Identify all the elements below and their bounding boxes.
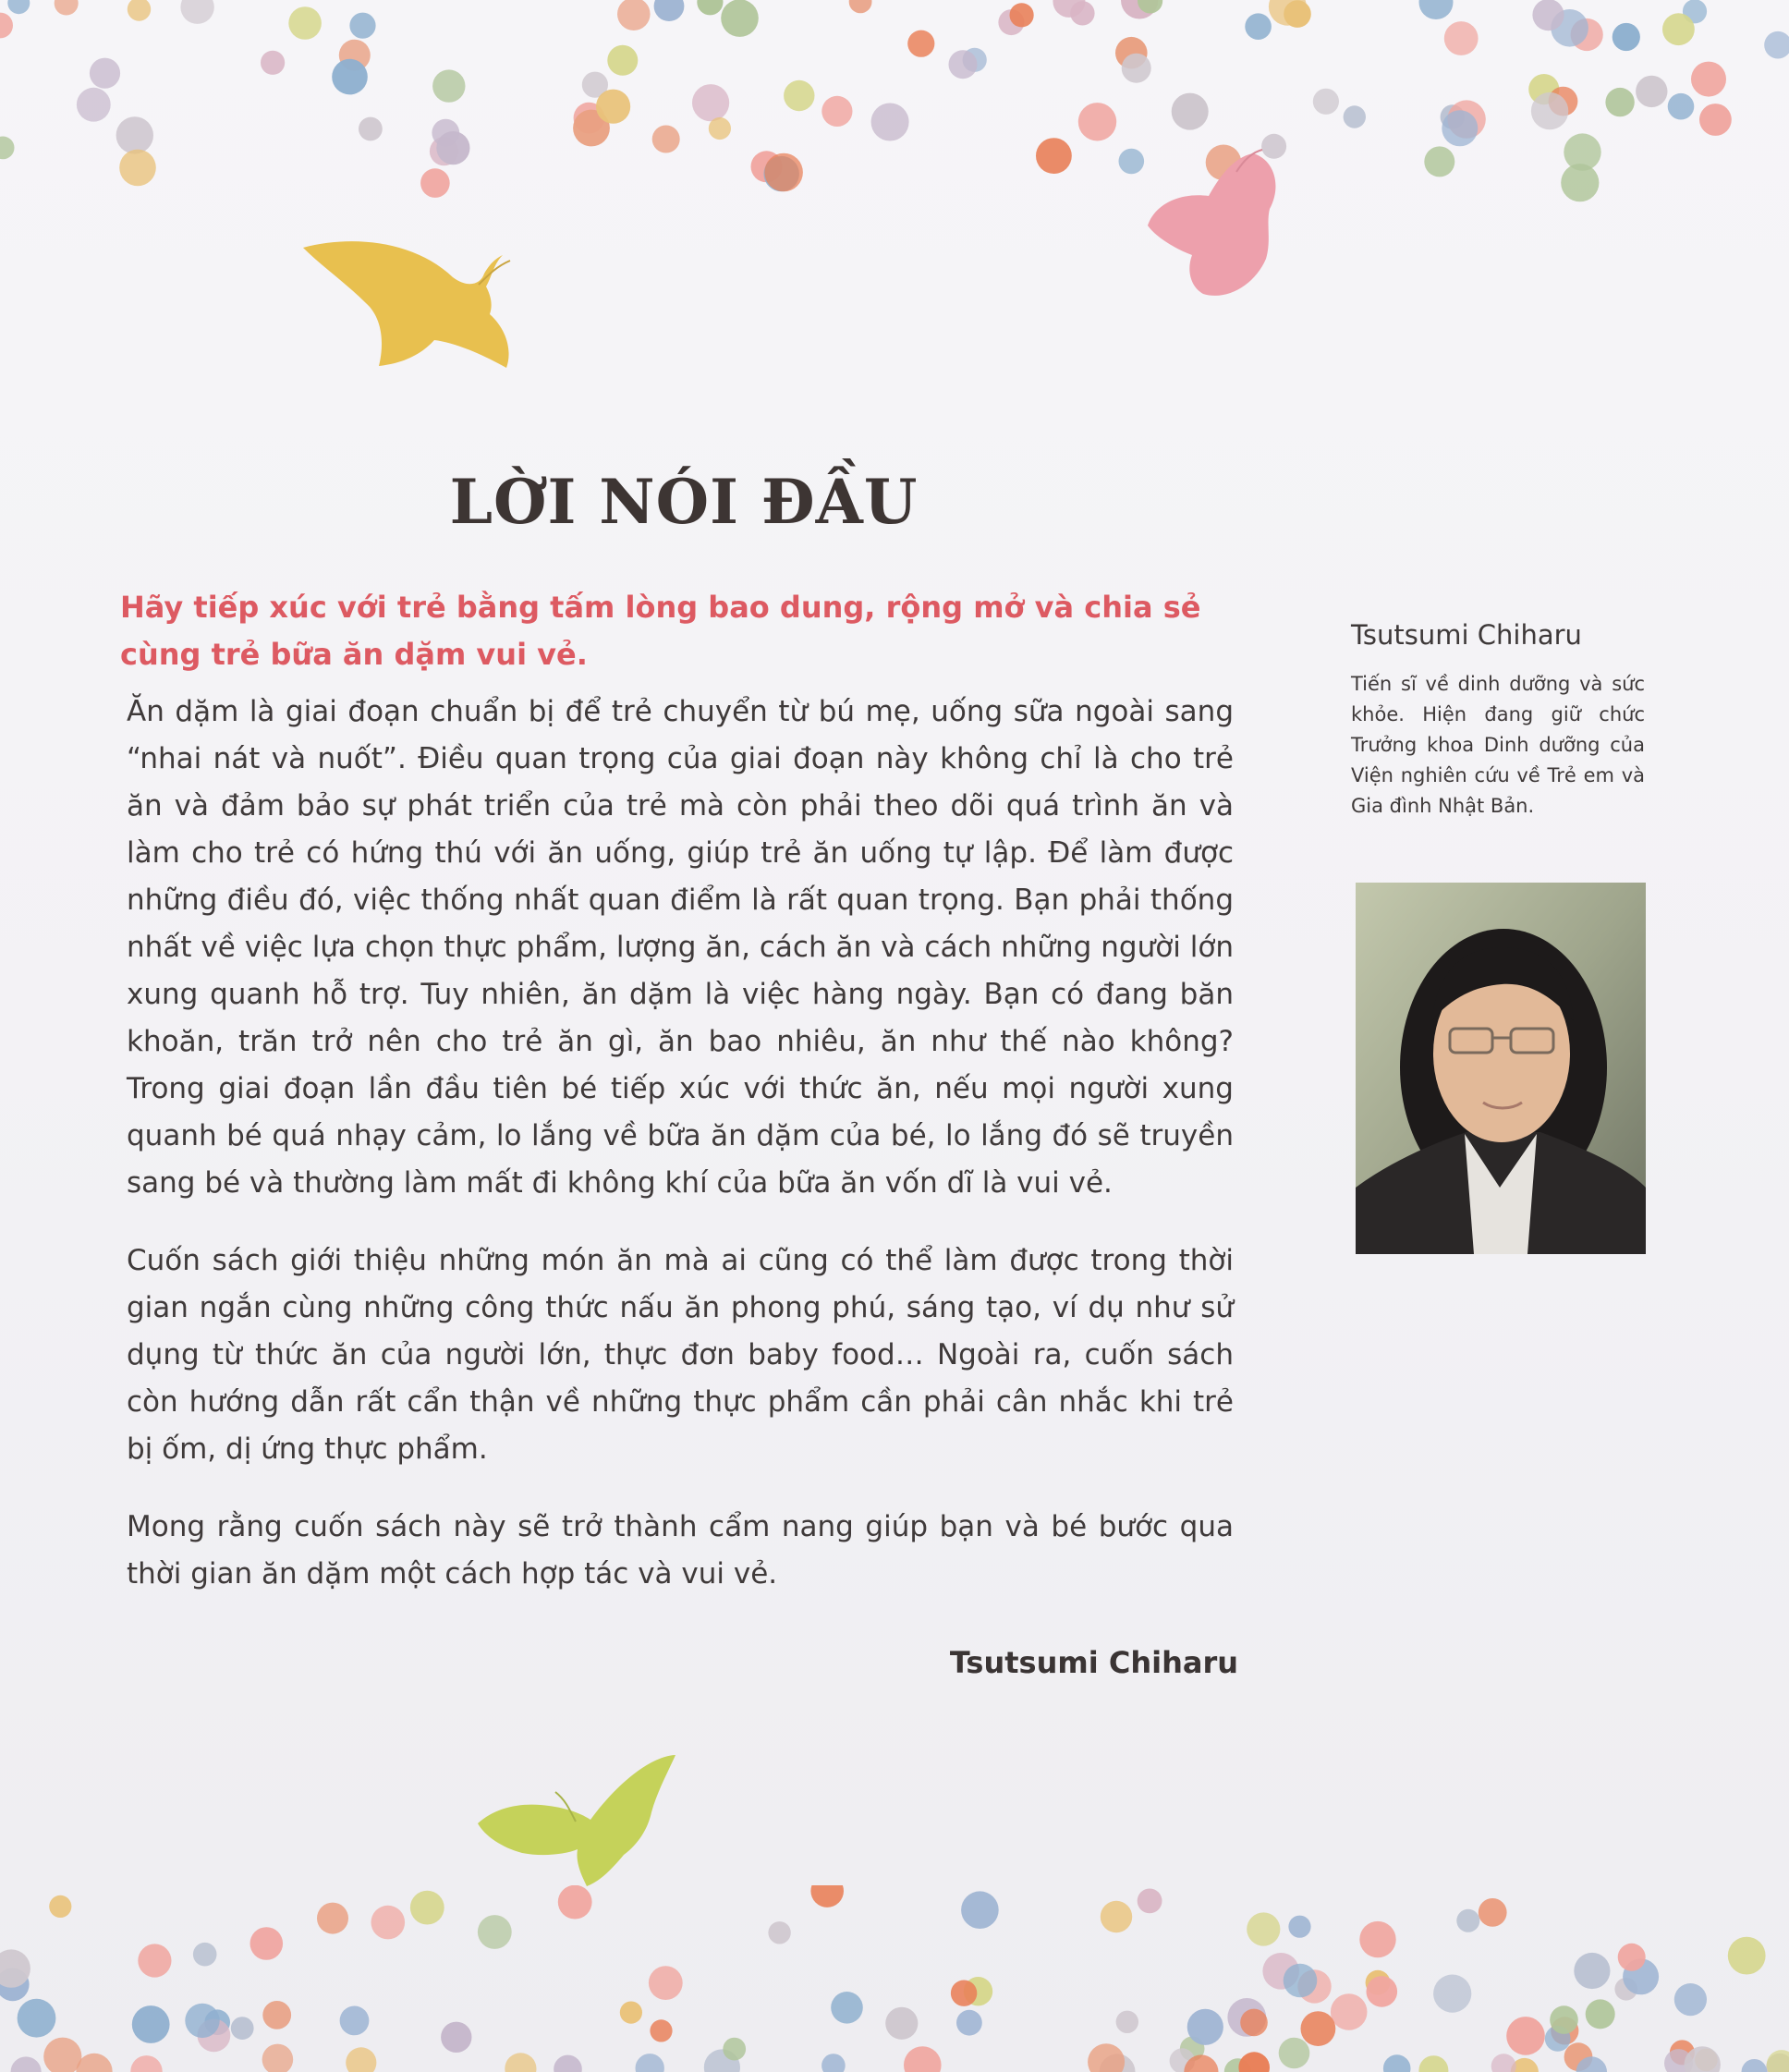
confetti-dot: [1670, 2040, 1695, 2065]
confetti-dot: [1691, 62, 1726, 97]
confetti-dot: [636, 2054, 664, 2072]
page-title: LỜI NÓI ĐẦU: [449, 466, 919, 539]
confetti-dot: [180, 0, 213, 24]
confetti-dot: [1115, 37, 1148, 69]
confetti-dot: [1618, 1944, 1646, 1971]
confetti-dot: [432, 119, 459, 147]
confetti-dot: [751, 151, 783, 182]
confetti-dot: [1511, 2058, 1539, 2072]
confetti-dot: [420, 168, 450, 198]
confetti-dot: [441, 2022, 471, 2053]
confetti-dot: [1288, 1916, 1310, 1938]
confetti-dot: [340, 2006, 370, 2036]
confetti-dot: [1764, 31, 1789, 59]
confetti-dot: [410, 1891, 444, 1925]
confetti-dot: [1491, 2054, 1516, 2072]
confetti-dot: [764, 153, 803, 192]
confetti-dot: [478, 1915, 512, 1949]
author-bio: Tiến sĩ về dinh dưỡng và sức khỏe. Hiện đang giữ chức Trưởng khoa Dinh dưỡng của Viện nghiên cứu về Trẻ em và Gia đình Nhật Bản.: [1351, 673, 1645, 817]
confetti-dot: [1576, 2056, 1607, 2072]
confetti-dot: [1279, 2038, 1310, 2069]
confetti-dot: [185, 2004, 219, 2038]
butterfly-green-icon: [476, 1751, 679, 1890]
confetti-dot: [1574, 1953, 1610, 1989]
confetti-dot: [1224, 2058, 1251, 2072]
confetti-dot: [1549, 87, 1578, 116]
confetti-dot: [1685, 2046, 1721, 2072]
confetti-dot: [1122, 54, 1151, 83]
confetti-dot: [1010, 3, 1034, 27]
confetti-dot: [1138, 1889, 1162, 1914]
confetti-dot: [1116, 2011, 1138, 2033]
confetti-dot: [1100, 2054, 1136, 2072]
confetti-dot: [359, 117, 383, 141]
confetti-dot: [1664, 2049, 1693, 2072]
confetti-dot: [1301, 2011, 1336, 2046]
confetti-dot: [505, 2053, 536, 2072]
confetti-dot: [1456, 1909, 1479, 1932]
confetti-dot: [723, 2038, 746, 2061]
confetti-dot: [652, 126, 680, 153]
confetti-dot: [1245, 13, 1272, 40]
confetti-dot: [1766, 2054, 1789, 2072]
confetti-dot: [250, 1927, 284, 1960]
confetti-dot: [810, 1885, 844, 1907]
confetti-dot: [339, 40, 371, 71]
confetti-dot: [1262, 1953, 1299, 1990]
confetti-dot: [1138, 0, 1162, 14]
confetti-dot: [1532, 0, 1564, 30]
confetti-dot: [1506, 2017, 1545, 2055]
author-photo: [1356, 883, 1646, 1254]
confetti-dot: [907, 30, 934, 57]
confetti-dot: [1187, 2009, 1223, 2045]
confetti-dot: [1564, 2042, 1593, 2071]
preface-body: [127, 689, 1234, 1628]
confetti-dot: [650, 2019, 672, 2042]
confetti-dot: [574, 103, 605, 134]
confetti-dot: [371, 1906, 406, 1940]
confetti-dot: [704, 2049, 740, 2072]
confetti-dot: [1331, 1993, 1368, 2030]
confetti-dot: [831, 1992, 863, 2024]
confetti-dot: [1284, 0, 1311, 28]
confetti-dot: [332, 59, 368, 95]
confetti-dot: [132, 2005, 170, 2043]
confetti-dot: [231, 2017, 254, 2040]
confetti-dot: [961, 1891, 999, 1929]
confetti-dot: [784, 80, 814, 111]
confetti-dot: [1605, 88, 1634, 116]
confetti-dot: [1742, 2059, 1768, 2072]
confetti-dot: [1668, 93, 1695, 120]
body-paragraph: Cuốn sách giới thiệu những món ăn mà ai cũng có thể làm được trong thời gian ngắn cùng những công thức nấu ăn phong phú, sáng tạo, ví dụ như sử dụng từ thức ăn của người lớn, thực đơn baby food… Ngoài ra, cuốn sách còn hướng dẫn rất cẩn thận về những thực phẩm cần phải cân nhắc khi trẻ bị ốm, dị ứng thực phẩm.: [127, 1244, 1234, 1466]
confetti-dot: [697, 0, 723, 15]
confetti-dot: [1170, 2048, 1195, 2072]
confetti-dot: [1070, 1, 1094, 25]
confetti-dot: [1359, 1921, 1395, 1957]
confetti-dot: [77, 88, 111, 122]
butterfly-yellow-icon: [296, 229, 513, 370]
confetti-dot: [764, 156, 799, 191]
confetti-dot: [116, 116, 153, 153]
confetti-dot: [1551, 9, 1588, 47]
confetti-dot: [582, 72, 608, 98]
lead-statement: Hãy tiếp xúc với trẻ bằng tấm lòng bao dung, rộng mở và chia sẻ cùng trẻ bữa ăn dặm vui vẻ.: [120, 590, 1201, 672]
confetti-dot: [709, 117, 731, 140]
confetti-dot: [871, 104, 909, 141]
confetti-dot: [128, 0, 151, 21]
confetti-dot: [1424, 146, 1454, 177]
confetti-dot: [11, 2056, 42, 2072]
confetti-dot: [261, 51, 285, 75]
body-paragraph: Mong rằng cuốn sách này sẽ trở thành cẩm nang giúp bạn và bé bước qua thời gian ăn dặm một cách hợp tác và vui vẻ.: [127, 1510, 1234, 1591]
confetti-dot: [1442, 110, 1478, 146]
confetti-dot: [432, 69, 465, 102]
confetti-dot: [1444, 21, 1479, 55]
confetti-dot: [1172, 93, 1209, 130]
author-name: Tsutsumi Chiharu: [1351, 619, 1582, 651]
confetti-dot: [7, 0, 30, 14]
confetti-dot: [607, 45, 638, 76]
confetti-dot: [558, 1885, 592, 1920]
confetti-dots-bottom: [0, 1885, 1789, 2072]
confetti-dot: [849, 0, 872, 13]
confetti-dot: [1184, 2054, 1218, 2072]
confetti-dot: [1695, 2049, 1718, 2072]
confetti-dot: [1419, 0, 1454, 19]
confetti-dot: [620, 2002, 642, 2024]
confetti-dot: [0, 1949, 30, 1987]
confetti-dot: [1683, 0, 1707, 23]
confetti-dot: [1269, 0, 1307, 26]
confetti-dot: [1586, 1999, 1615, 2029]
confetti-dot: [1247, 1912, 1280, 1945]
confetti-dot: [1088, 2043, 1125, 2072]
confetti-dot: [963, 48, 987, 72]
confetti-dot: [0, 137, 15, 160]
confetti-dot: [1623, 1958, 1659, 1994]
confetti-dot: [573, 110, 610, 147]
confetti-dot: [130, 2055, 162, 2072]
confetti-dot: [1418, 2055, 1448, 2072]
confetti-dot: [1227, 1998, 1266, 2037]
confetti-dot: [0, 13, 13, 39]
confetti-dot: [262, 2044, 294, 2072]
confetti-dot: [768, 1921, 790, 1944]
confetti-dot: [1180, 2037, 1205, 2062]
confetti-dot: [1550, 2005, 1578, 2034]
confetti-dot: [956, 2010, 982, 2036]
confetti-dot: [1344, 105, 1366, 128]
confetti-dot: [138, 1944, 171, 1977]
confetti-dot: [951, 1981, 977, 2006]
confetti-dot: [49, 1895, 71, 1918]
confetti-dot: [1383, 2054, 1411, 2072]
confetti-dot: [198, 2019, 231, 2053]
confetti-dot: [1238, 2052, 1270, 2072]
confetti-dot: [262, 2001, 291, 2029]
confetti-dot: [1561, 164, 1599, 201]
confetti-dot: [1119, 149, 1145, 175]
confetti-dot: [1767, 2050, 1789, 2072]
confetti-dot: [1367, 1976, 1398, 2007]
confetti-dot: [18, 1999, 56, 2038]
confetti-dot: [430, 137, 458, 165]
confetti-dot: [654, 0, 685, 21]
confetti-dot: [1078, 103, 1116, 140]
confetti-dot: [1564, 133, 1600, 170]
confetti-dot: [346, 2047, 376, 2072]
confetti-dot: [821, 2054, 846, 2072]
confetti-dot: [821, 96, 852, 127]
confetti-dot: [964, 1977, 992, 2005]
confetti-dot: [1728, 1937, 1766, 1975]
confetti-dot: [649, 1966, 683, 2000]
confetti-dot: [1551, 2017, 1578, 2044]
confetti-dots-top: [0, 0, 1789, 203]
confetti-dot: [119, 150, 156, 187]
confetti-dot: [1433, 1975, 1471, 2013]
confetti-dot: [1447, 100, 1485, 138]
confetti-dot: [0, 1968, 30, 2001]
confetti-dot: [1441, 104, 1465, 128]
confetti-dot: [1662, 13, 1695, 45]
body-paragraph: Ăn dặm là giai đoạn chuẩn bị để trẻ chuyển từ bú mẹ, uống sữa ngoài sang “nhai nát và nuốt”. Điều quan trọng của giai đoạn này không chỉ là cho trẻ ăn và đảm bảo sự phát triển của trẻ mà còn phải theo dõi quá trình ăn và làm cho trẻ có hứng thú với ăn uống, giúp trẻ ăn uống tự lập. Để làm được những điều đó, việc thống nhất quan điểm là rất quan trọng. Bạn phải thống nhất về việc lựa chọn thực phẩm, lượng ăn, cách ăn và cách những người lớn xung quanh hỗ trợ. Tuy nhiên, ăn dặm là việc hàng ngày. Bạn có đang băn khoăn, trăn trở nên cho trẻ ăn gì, ăn bao nhiêu, ăn như thế nào không? Trong giai đoạn lần đầu tiên bé tiếp xúc với thức ăn, nếu mọi người xung quanh bé quá nhạy cảm, lo lắng về bữa ăn dặm của bé, lo lắng đó sẽ truyền sang bé và thường làm mất đi không khí của bữa ăn vốn dĩ là vui vẻ.: [127, 695, 1234, 1200]
confetti-dot: [617, 0, 651, 30]
confetti-dot: [949, 50, 978, 79]
butterfly-pink-icon: [1144, 148, 1287, 305]
confetti-dot: [885, 2007, 918, 2040]
signature: Tsutsumi Chiharu: [949, 1645, 1238, 1680]
confetti-dot: [193, 1943, 217, 1967]
confetti-dot: [1613, 23, 1640, 51]
confetti-dot: [1240, 2009, 1268, 2037]
confetti-dot: [1313, 89, 1339, 115]
confetti-dot: [1053, 0, 1085, 18]
confetti-dot: [904, 2046, 942, 2072]
confetti-dot: [1036, 138, 1072, 174]
confetti-dot: [288, 6, 322, 40]
confetti-dot: [55, 0, 79, 16]
confetti-dot: [76, 2054, 112, 2072]
confetti-dot: [998, 9, 1024, 35]
confetti-dot: [436, 131, 469, 165]
confetti-dot: [1531, 92, 1568, 129]
confetti-dot: [1674, 1983, 1707, 2016]
author-sidebar: [1351, 619, 1645, 822]
confetti-dot: [43, 2038, 81, 2072]
confetti-dot: [1545, 2026, 1571, 2052]
confetti-dot: [1479, 1898, 1507, 1927]
confetti-dot: [1614, 1978, 1637, 2001]
confetti-dot: [1284, 1964, 1318, 1998]
confetti-dot: [1571, 18, 1603, 51]
confetti-dot: [721, 0, 759, 37]
confetti-dot: [1297, 1969, 1331, 2003]
confetti-dot: [204, 2009, 230, 2035]
confetti-dot: [1101, 1901, 1132, 1932]
confetti-dot: [1121, 0, 1158, 19]
confetti-dot: [1528, 74, 1559, 104]
confetti-dot: [1699, 104, 1732, 136]
confetti-dot: [90, 58, 120, 89]
confetti-dot: [1366, 1970, 1391, 1995]
confetti-dot: [317, 1903, 348, 1934]
confetti-dot: [554, 2055, 582, 2072]
confetti-dot: [596, 90, 630, 124]
confetti-dot: [1636, 76, 1667, 107]
confetti-dot: [349, 13, 375, 39]
confetti-dot: [692, 84, 729, 121]
